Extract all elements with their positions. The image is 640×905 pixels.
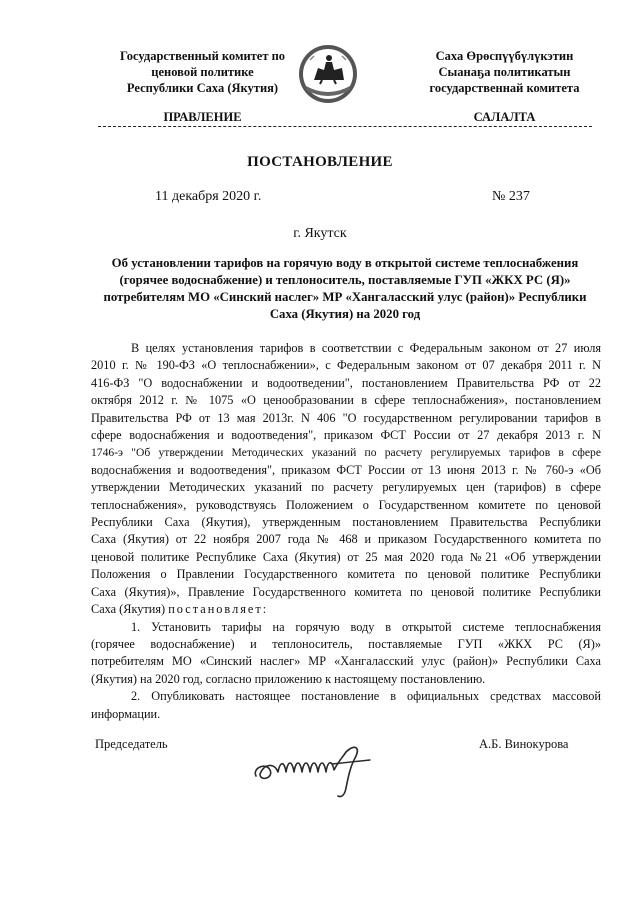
document-title: ПОСТАНОВЛЕНИЕ [247, 154, 393, 170]
dept-left: ПРАВЛЕНИЕ [163, 110, 242, 124]
header-left-line: Государственный комитет по [119, 49, 286, 63]
header-left-line: ценовой политике [151, 65, 254, 79]
signatory-title: Председатель [95, 737, 168, 751]
body-line: теплоснабжения», руководствуясь Положением о Государственном комитете по ценовой [91, 497, 601, 512]
item1-line: 1. Установить тарифы на горячую воду в открытой системе теплоснабжения [131, 619, 601, 634]
body-line: 2010 г. № 190-ФЗ «О теплоснабжении», с Федеральным законом от 07 декабря 2011 г. N [91, 358, 601, 373]
header-left-line: Республики Саха (Якутия) [126, 81, 279, 95]
body-line: 416-ФЗ "О водоснабжении и водоотведении", постановлением Правительства РФ от 22 [91, 375, 601, 390]
dept-right: САЛАЛТА [473, 110, 536, 124]
subject-line: (горячее водоснабжение) и теплоноситель, поставляемые ГУП «ЖКХ РС (Я)» [119, 273, 571, 287]
document-number: № 237 [492, 189, 530, 204]
header-right-line: Саха Өрөспүүбүлүкэтин [435, 49, 574, 63]
body-line: водоснабжения и водоотведения", приказом ФСТ России от 13 июня 2013 г. № 760-э «Об [91, 462, 601, 477]
subject-line: Саха (Якутия) на 2020 год [269, 307, 421, 321]
body-line: В целях установления тарифов в соответствии с Федеральным законом от 27 июля [131, 341, 601, 355]
body-line: Саха (Якутия) от 22 ноября 2007 года № 468 и приказом Государственного комитета по [91, 532, 601, 547]
item2-line: информации. [91, 706, 161, 721]
document-date: 11 декабря 2020 г. [155, 189, 262, 204]
body-line: Саха (Якутия)», Правление Государственного комитета по ценовой политике Республики [91, 584, 601, 599]
body-last-spaced: постановляет: [168, 602, 269, 617]
document-city: г. Якутск [293, 226, 347, 241]
header-divider [98, 126, 592, 127]
header-right-org [392, 48, 617, 96]
body-line: Правительства РФ от 13 мая 2013г. N 406 "О государственном регулировании тарифов в [91, 410, 601, 425]
body-last-line [91, 601, 601, 618]
document-subject [95, 255, 595, 323]
coat-of-arms-icon [298, 40, 358, 108]
body-last-prefix: Саха (Якутия) [91, 602, 169, 617]
header-left-org [100, 48, 305, 96]
item1-line: потребителям МО «Синский наслег» МР «Хангаласский улус (район)» Республики Саха [91, 654, 601, 669]
signatory-name: А.Б. Винокурова [479, 737, 569, 751]
body-line: Положения о Правлении Государственного комитета по ценовой политике Республики [91, 567, 601, 582]
item2-line: 2. Опубликовать настоящее постановление в официальных средствах массовой [131, 689, 601, 704]
item1-line: (Якутия) на 2020 год, согласно приложению к настоящему постановлению. [91, 671, 486, 686]
body-line: октября 2012 г. № 1075 «О ценообразовании в сфере теплоснабжения», постановлением [91, 393, 601, 408]
body-line: сфере водоснабжения и водоотведения", приказом ФСТ России от 27 декабря 2013 г. N [91, 428, 601, 443]
header-right-line: государственнай комитета [429, 81, 580, 95]
body-line: Республики Саха (Якутия), утвержденным постановлением Правительства Республики [91, 515, 601, 530]
body-line: утверждении Методических указаний по расчету регулируемых цен (тарифов) в сфере [91, 480, 601, 495]
subject-line: потребителям МО «Синский наслег» МР «Хангаласский улус (район)» Республики [103, 290, 587, 304]
document-body [91, 340, 601, 723]
handwritten-signature [250, 738, 390, 800]
body-line: ценовой политике Республике Саха (Якутия) от 25 мая 2020 года №21 «Об утверждении [91, 549, 601, 564]
subject-line: Об установлении тарифов на горячую воду в открытой системе теплоснабжения [111, 256, 579, 270]
body-line: 1746-э "Об утверждении Методических указаний по расчету регулируемых тарифов в сфере [91, 446, 601, 460]
item1-line: (горячее водоснабжение) и теплоноситель, поставляемые ГУП «ЖКХ РС (Я)» [91, 636, 601, 651]
header-right-line: Сыанаҕа политикатын [438, 65, 571, 79]
